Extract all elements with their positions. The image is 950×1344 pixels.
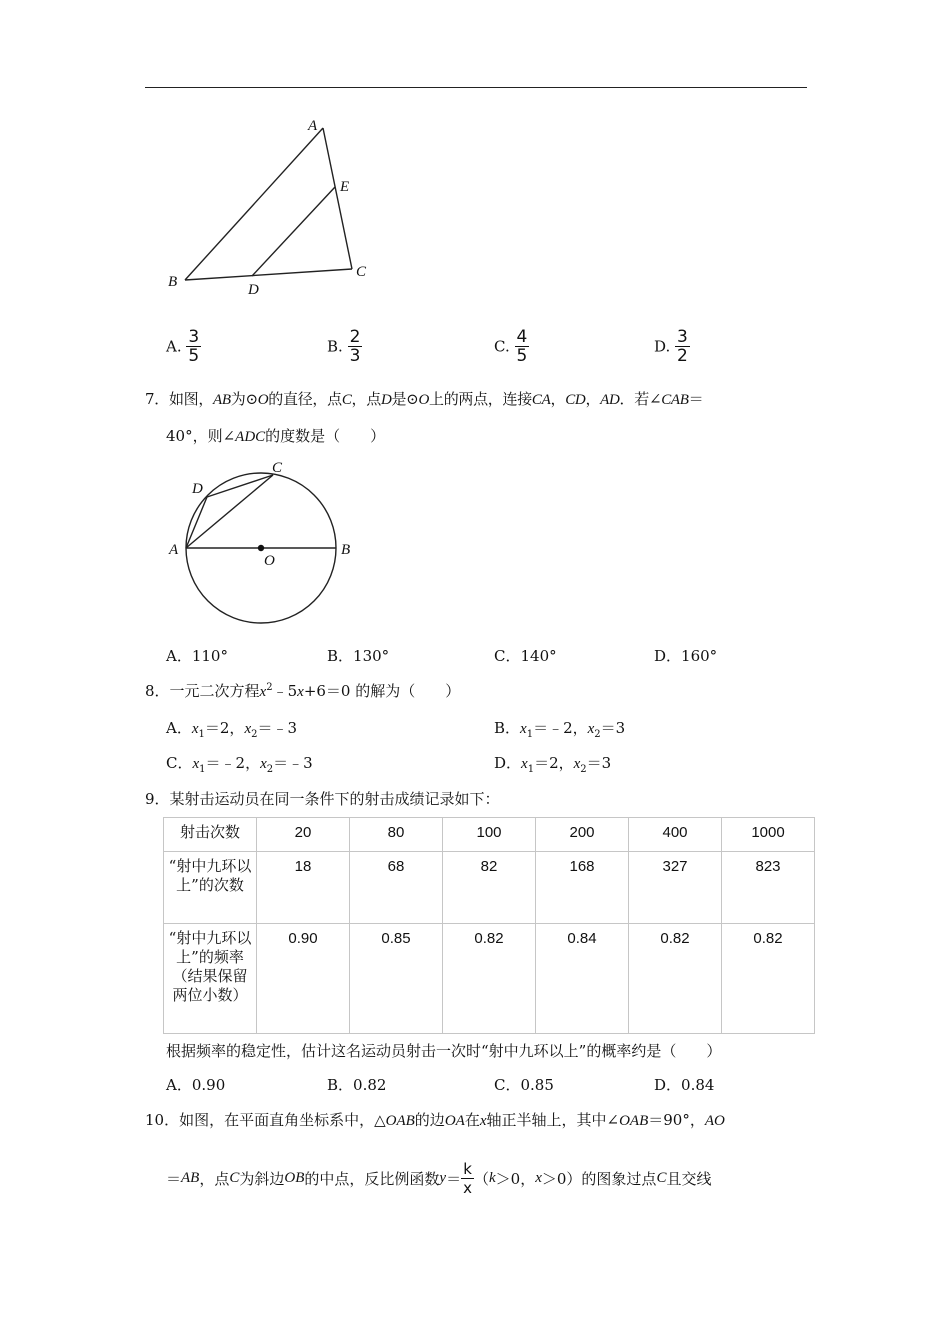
center-point: [258, 545, 264, 551]
q6-option-a: A. $\frac{3}{5}$: [166, 327, 200, 366]
table-cell: 0.85: [350, 924, 443, 1034]
circle-figure: [160, 455, 370, 630]
table-cell: 68: [350, 852, 443, 924]
label-C: C: [272, 460, 283, 476]
table-cell: 823: [722, 852, 815, 924]
q6-option-b: B. $\frac{2}{3}$: [327, 327, 361, 366]
table-cell: 0.82: [722, 924, 815, 1034]
label-O: O: [264, 553, 275, 569]
q7-option-b: B．130°: [327, 647, 390, 665]
q9-option-b: B．0.82: [327, 1076, 387, 1094]
table-cell: 0.82: [443, 924, 536, 1034]
table-row: [164, 852, 815, 924]
table-cell: 82: [443, 852, 536, 924]
label-B: B: [168, 274, 178, 290]
q9-option-c: C．0.85: [494, 1076, 554, 1094]
q8-stem: 8．一元二次方程$x^2﹣5x+6=0$ 的解为（ ）: [145, 682, 461, 700]
q9-option-a: A．0.90: [166, 1076, 226, 1094]
q7-stem-line1: 7．如图，AB为⊙O的直径，点C，点D是⊙O上的两点，连接CA，CD，AD．若∠CAB＝: [145, 390, 704, 408]
q8-option-c: C．$x_1=﹣2$，$x_2=﹣3$: [166, 754, 313, 775]
table-row: [164, 924, 815, 1034]
label-D: D: [192, 481, 203, 497]
label-E: E: [340, 179, 350, 195]
q9-followup: 根据频率的稳定性，估计这名运动员射击一次时“射中九环以上”的概率约是（ ）: [166, 1042, 722, 1060]
label-A: A: [169, 542, 179, 558]
label-B: B: [341, 542, 351, 558]
table-cell: 80: [350, 818, 443, 852]
table-cell: 327: [629, 852, 722, 924]
table-cell: 200: [536, 818, 629, 852]
q8-option-b: B．$x_1=﹣2$，$x_2=3$: [494, 719, 626, 740]
table-row-header: 射击次数: [164, 818, 257, 852]
q8-option-a: A．$x_1=2$，$x_2=﹣3$: [166, 719, 298, 740]
table-cell: 0.84: [536, 924, 629, 1034]
label-A: A: [308, 118, 318, 134]
label-C: C: [356, 264, 367, 280]
table-cell: 20: [257, 818, 350, 852]
q7-option-a: A．110°: [166, 647, 228, 665]
table-cell: 100: [443, 818, 536, 852]
table-cell: 18: [257, 852, 350, 924]
q7-option-d: D．160°: [654, 647, 718, 665]
q6-option-d: D. $\frac{3}{2}$: [654, 327, 688, 366]
table-cell: 400: [629, 818, 722, 852]
triangle-figure: [160, 112, 380, 302]
label-D: D: [248, 282, 259, 298]
q9-stem: 9．某射击运动员在同一条件下的射击成绩记录如下：: [145, 790, 500, 808]
q9-option-d: D．0.84: [654, 1076, 715, 1094]
shooting-table: [163, 817, 815, 1034]
table-cell: 1000: [722, 818, 815, 852]
header-rule: [145, 87, 807, 88]
q7-option-c: C．140°: [494, 647, 557, 665]
table-row-header: “射中九环以上”的频率（结果保留两位小数）: [164, 924, 257, 1034]
table-row-header: “射中九环以上”的次数: [164, 852, 257, 924]
q10-stem-line1: 10．如图，在平面直角坐标系中，△OAB的边OA在x轴正半轴上，其中∠OAB＝90°，AO: [145, 1111, 725, 1129]
table-cell: 0.82: [629, 924, 722, 1034]
q8-option-d: D．$x_1=2$，$x_2=3$: [494, 754, 612, 775]
table-cell: 0.90: [257, 924, 350, 1034]
table-row: [164, 818, 815, 852]
q10-stem-line2: ＝AB，点C为斜边OB的中点，反比例函数y＝ $\frac{k}{x}$ （k＞0，x＞0）的图象过点C且交线: [166, 1160, 712, 1197]
table-cell: 168: [536, 852, 629, 924]
q7-stem-line2: 40°，则∠ADC的度数是（ ）: [166, 427, 386, 445]
q6-option-c: C. $\frac{4}{5}$: [494, 327, 528, 366]
k-over-x-fraction: $\frac{k}{x}$: [463, 1160, 472, 1197]
